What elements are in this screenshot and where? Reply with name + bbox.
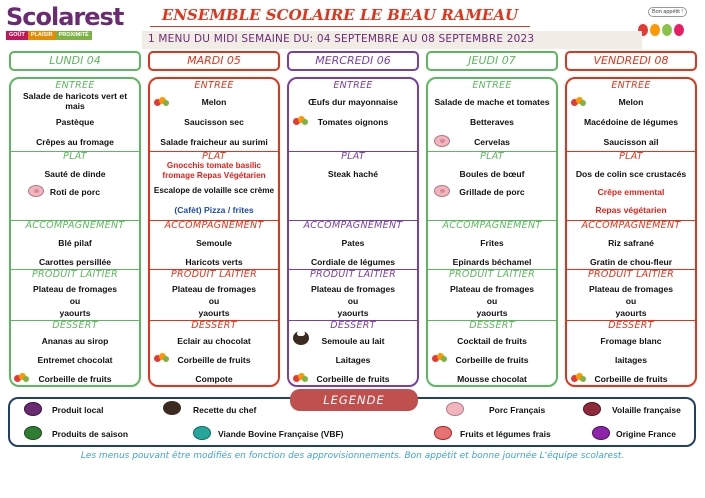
legend-item: Produit local	[52, 405, 104, 415]
menu-item: Epinards béchamel	[452, 257, 532, 267]
legend-item: Volaille française	[612, 405, 681, 415]
menu-item: Compote	[195, 374, 233, 384]
produits-de-saison-icon	[24, 426, 42, 440]
menu-item: laitages	[614, 355, 647, 365]
vegetable-icon	[650, 24, 660, 36]
menu-item: Ananas au sirop	[41, 336, 109, 346]
brand-tag-plaisir: PLAISIR	[28, 31, 56, 40]
section-entree: ENTREE	[333, 80, 373, 91]
menu-item: Roti de porc	[49, 187, 101, 197]
legend-item: Produits de saison	[52, 429, 129, 439]
legend-item: Fruits et légumes frais	[460, 429, 551, 439]
recette-du-chef-icon	[292, 331, 310, 345]
section-entree: ENTREE	[194, 80, 234, 91]
porc-francais-icon	[433, 184, 451, 198]
menu-item: Frites	[480, 238, 504, 248]
section-plat: PLAT	[63, 151, 87, 162]
menu-item: Boules de bœuf	[459, 169, 525, 179]
menu-item: ou	[347, 296, 359, 306]
menu-item: yaourts	[59, 308, 91, 318]
menu-item: Semoule au lait	[321, 336, 385, 346]
menu-item: Carottes persillée	[38, 257, 112, 267]
porc-francais-icon	[433, 134, 451, 148]
section-dessert: DESSERT	[191, 320, 237, 331]
brand-tag-gout: GOÛT	[6, 31, 28, 40]
day-column-mardi	[148, 77, 280, 387]
menu-item: Eclair au chocolat	[177, 336, 251, 346]
menu-item: Plateau de fromages	[171, 284, 257, 294]
section-entree: ENTREE	[55, 80, 95, 91]
section-plat: PLAT	[341, 151, 365, 162]
footer-note: Les menus pouvant être modifiés en fonction des approvisionnements. Bon appétit et bonne journée L'équipe scolarest.	[80, 451, 625, 461]
menu-item: Salade de haricots vert et mais	[22, 91, 128, 111]
menu-item: Blé pilaf	[58, 238, 92, 248]
menu-item: Saucisson sec	[184, 117, 244, 127]
day-header-mardi: MARDI 05	[148, 51, 280, 71]
viande-bovine-icon	[193, 426, 211, 440]
menu-week-subtitle: 1 MENU DU MIDI SEMAINE DU: 04 SEPTEMBRE AU 08 SEPTEMBRE 2023	[148, 33, 535, 45]
menu-item: Haricots verts	[185, 257, 243, 267]
menu-item: Plateau de fromages	[449, 284, 535, 294]
section-produit-laitier: PRODUIT LAITIER	[31, 269, 118, 280]
menu-item: Mousse chocolat	[457, 374, 527, 384]
vegetable-icon	[662, 24, 672, 36]
day-header-lundi: LUNDI 04	[9, 51, 141, 71]
section-produit-laitier: PRODUIT LAITIER	[309, 269, 396, 280]
menu-item: Macédoine de légumes	[583, 117, 679, 127]
fruits-legumes-icon	[292, 114, 310, 128]
brand-tag-proximite: PROXIMITÉ	[56, 31, 92, 40]
menu-item-vegetarien: Repas végétarien	[595, 205, 667, 215]
recette-du-chef-icon	[163, 401, 181, 415]
porc-francais-icon	[446, 402, 464, 416]
section-entree: ENTREE	[472, 80, 512, 91]
day-header-jeudi: JEUDI 07	[426, 51, 558, 71]
fruits-legumes-icon	[153, 95, 171, 109]
menu-item: Laitages	[335, 355, 371, 365]
menu-item: ou	[208, 296, 220, 306]
menu-item: Riz safrané	[608, 238, 654, 248]
menu-item: Pastèque	[55, 117, 95, 127]
menu-item: Crêpes au fromage	[36, 137, 114, 147]
produit-local-icon	[24, 402, 42, 416]
fruits-legumes-icon	[570, 371, 588, 385]
menu-item: ou	[486, 296, 498, 306]
section-produit-laitier: PRODUIT LAITIER	[587, 269, 674, 280]
menu-item: Œufs dur mayonnaise	[308, 97, 398, 107]
section-produit-laitier: PRODUIT LAITIER	[170, 269, 257, 280]
section-produit-laitier: PRODUIT LAITIER	[448, 269, 535, 280]
fruits-legumes-icon	[153, 351, 171, 365]
menu-item: Saucisson ail	[603, 137, 659, 147]
menu-item: Entremet chocolat	[37, 355, 113, 365]
menu-item: Corbeille de fruits	[177, 355, 251, 365]
day-column-mercredi	[287, 77, 419, 387]
menu-item: yaourts	[615, 308, 647, 318]
section-dessert: DESSERT	[330, 320, 376, 331]
legend-item: Porc Français	[489, 405, 546, 415]
section-entree: ENTREE	[611, 80, 651, 91]
menu-item: Corbeille de fruits	[38, 374, 112, 384]
badge-text: Bon appétit !	[648, 7, 687, 17]
menu-item: Fromage blanc	[600, 336, 662, 346]
menu-item: ou	[69, 296, 81, 306]
section-dessert: DESSERT	[469, 320, 515, 331]
menu-item: Salade fraicheur au surimi	[160, 137, 268, 147]
menu-item: Cocktail de fruits	[457, 336, 527, 346]
menu-item: Corbeille de fruits	[316, 374, 390, 384]
menu-item: Tomates oignons	[317, 117, 389, 127]
brand-name: Scolarest	[6, 3, 124, 31]
legend-item: Recette du chef	[193, 405, 257, 415]
scolarest-logo	[6, 3, 124, 48]
menu-item: Plateau de fromages	[32, 284, 118, 294]
menu-item-cafet: (Cafèt) Pizza / frites	[174, 205, 254, 215]
menu-item: Plateau de fromages	[310, 284, 396, 294]
section-plat: PLAT	[619, 151, 643, 162]
section-dessert: DESSERT	[52, 320, 98, 331]
legend-title: LEGENDE	[290, 389, 418, 411]
menu-item: Betteraves	[470, 117, 514, 127]
menu-item: Corbeille de fruits	[594, 374, 668, 384]
section-accompagnement: ACCOMPAGNEMENT	[164, 220, 264, 231]
menu-item: Sauté de dinde	[44, 169, 106, 179]
day-column-vendredi	[565, 77, 697, 387]
volaille-francaise-icon	[583, 402, 601, 416]
menu-item: Dos de colin sce crustacés	[575, 169, 687, 179]
menu-item: Pates	[341, 238, 365, 248]
section-accompagnement: ACCOMPAGNEMENT	[442, 220, 542, 231]
bon-appetit-badge	[636, 4, 694, 36]
brand-tags	[6, 31, 118, 40]
menu-item-vegetarien: Gnocchis tomate basilic fromage Repas Végétarien	[162, 161, 266, 180]
section-dessert: DESSERT	[608, 320, 654, 331]
menu-item: Salade de mache et tomates	[434, 97, 550, 107]
menu-item: Plateau de fromages	[588, 284, 674, 294]
menu-item: yaourts	[476, 308, 508, 318]
day-header-vendredi: VENDREDI 08	[565, 51, 697, 71]
menu-item: yaourts	[198, 308, 230, 318]
day-column-lundi	[9, 77, 141, 387]
menu-item: Melon	[201, 97, 227, 107]
fruits-legumes-icon	[292, 371, 310, 385]
menu-item: Corbeille de fruits	[455, 355, 529, 365]
fruits-legumes-icon	[434, 426, 452, 440]
fruits-legumes-icon	[431, 351, 449, 365]
day-column-jeudi	[426, 77, 558, 387]
section-accompagnement: ACCOMPAGNEMENT	[303, 220, 403, 231]
menu-item: ou	[625, 296, 637, 306]
vegetable-icon	[674, 24, 684, 36]
menu-item-vegetarien: Crêpe emmental	[597, 187, 665, 197]
fruits-legumes-icon	[570, 95, 588, 109]
origine-france-icon	[592, 426, 610, 440]
menu-item: Escalope de volaille sce crème	[153, 186, 275, 195]
section-plat: PLAT	[202, 151, 226, 162]
page-title: ENSEMBLE SCOLAIRE LE BEAU RAMEAU	[161, 6, 519, 24]
section-plat: PLAT	[480, 151, 504, 162]
legend-item: Viande Bovine Française (VBF)	[218, 429, 344, 439]
menu-item: Semoule	[196, 238, 232, 248]
title-underline	[150, 26, 530, 27]
menu-item: yaourts	[337, 308, 369, 318]
legend-item: Origine France	[616, 429, 676, 439]
menu-item: Cordiale de légumes	[310, 257, 396, 267]
fruits-legumes-icon	[13, 371, 31, 385]
menu-item: Gratin de chou-fleur	[589, 257, 673, 267]
menu-item: Melon	[618, 97, 644, 107]
day-header-mercredi: MERCREDI 06	[287, 51, 419, 71]
menu-item: Cervelas	[474, 137, 510, 147]
section-accompagnement: ACCOMPAGNEMENT	[581, 220, 681, 231]
porc-francais-icon	[27, 184, 45, 198]
menu-item: Steak haché	[327, 169, 379, 179]
section-accompagnement: ACCOMPAGNEMENT	[25, 220, 125, 231]
menu-item: Grillade de porc	[459, 187, 525, 197]
